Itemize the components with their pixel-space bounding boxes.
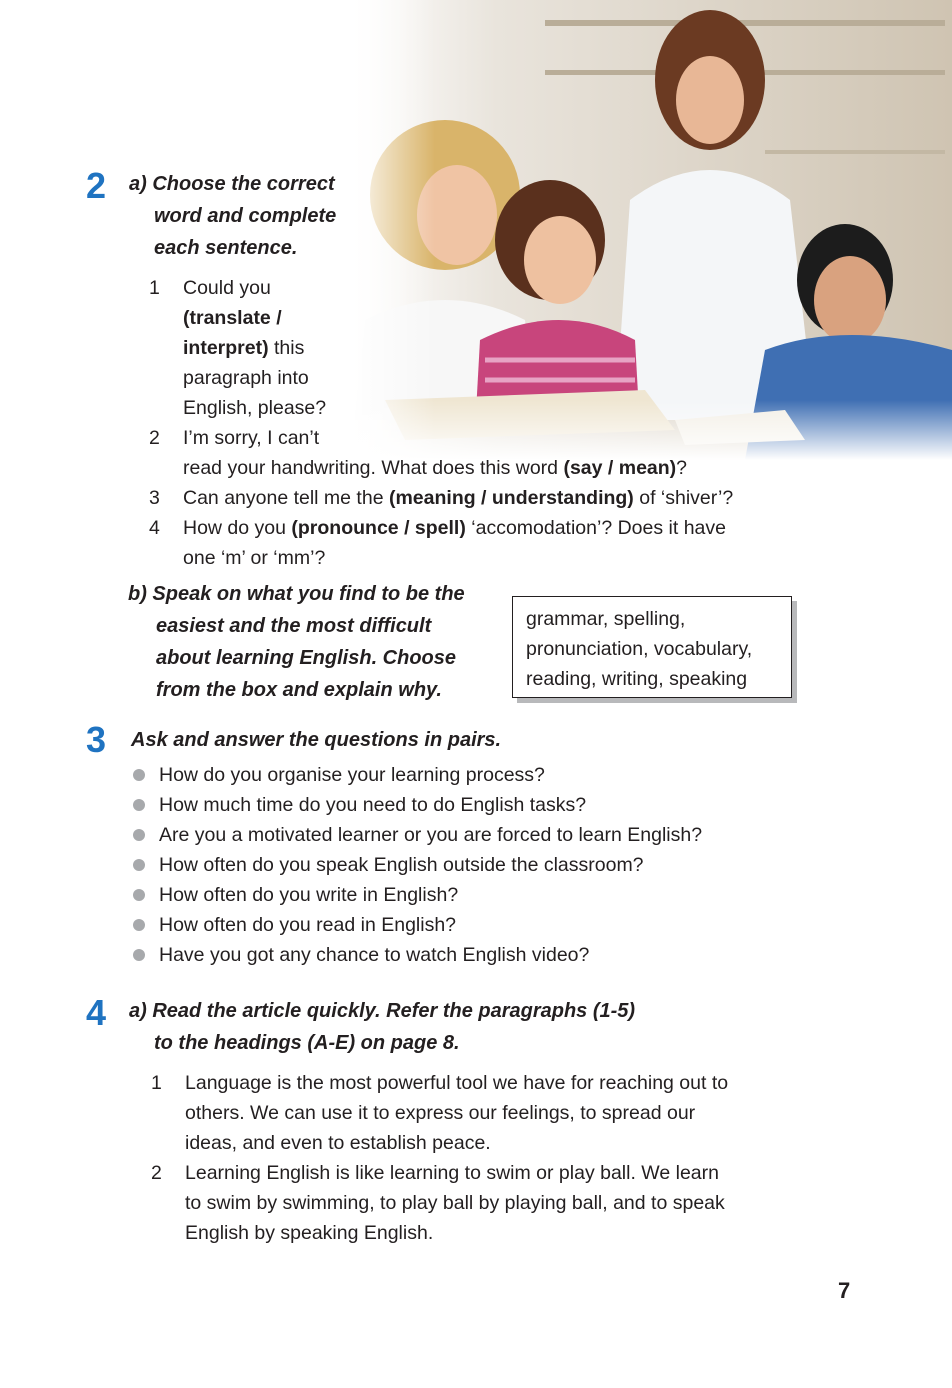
item-line: [183, 513, 726, 543]
word-box-line: pronunciation, vocabulary,: [526, 638, 753, 660]
item-line: [183, 303, 282, 333]
item-line: [183, 393, 326, 423]
item-line: [183, 543, 325, 573]
item-text: How do you: [183, 517, 292, 539]
item-text: one ‘m’ or ‘mm’?: [183, 547, 326, 569]
question-text: How often do you write in English?: [159, 884, 459, 906]
instruction-line: about learning English. Choose: [156, 647, 457, 669]
item-number: 3: [149, 487, 160, 509]
exercise-3-number: 3: [86, 719, 107, 760]
answer-choice: interpret): [183, 337, 269, 359]
word-box: [512, 596, 792, 698]
question-text: How often do you speak English outside the classroom?: [159, 854, 644, 876]
item-text: ‘accomodation’? Does it have: [465, 517, 726, 539]
item-text: read your handwriting. What does this word: [183, 457, 564, 479]
bullet-icon: [133, 829, 145, 841]
exercise-2b-instruction: [128, 578, 465, 706]
paragraph-number: 1: [151, 1072, 162, 1094]
item-text: Could you: [183, 277, 271, 299]
students-photo: [345, 0, 952, 460]
paragraph-line: Learning English is like learning to swim or play ball. We learn: [185, 1162, 719, 1184]
instruction-line: a) Read the article quickly. Refer the paragraphs (1-5): [129, 1000, 636, 1022]
instruction-line: to the headings (A-E) on page 8.: [154, 1032, 460, 1054]
item-line: [183, 273, 271, 303]
item-text: ?: [676, 457, 688, 479]
exercise-2a-instruction: [129, 168, 336, 264]
item-text: Can anyone tell me the: [183, 487, 389, 509]
paragraph-number: 2: [151, 1162, 162, 1184]
bullet-icon: [133, 949, 145, 961]
instruction-line: b) Speak on what you find to be the: [128, 583, 465, 605]
instruction-line: each sentence.: [154, 237, 298, 259]
word-box-line: reading, writing, speaking: [526, 668, 748, 690]
answer-choice: (translate /: [183, 307, 282, 329]
item-number: 2: [149, 427, 160, 449]
answer-choice: (pronounce / spell): [291, 517, 466, 539]
answer-choice: (meaning / understanding): [388, 487, 634, 509]
item-number: 1: [149, 277, 160, 299]
exercise-3-instruction: Ask and answer the questions in pairs.: [131, 729, 502, 751]
bullet-icon: [133, 859, 145, 871]
bullet-icon: [133, 799, 145, 811]
item-number: 4: [149, 517, 160, 539]
item-line: [183, 363, 309, 393]
bullet-icon: [133, 919, 145, 931]
item-line: [183, 483, 733, 513]
item-text: this: [268, 337, 305, 359]
paragraph-line: English by speaking English.: [185, 1222, 434, 1244]
instruction-line: easiest and the most difficult: [156, 615, 432, 637]
question-text: Are you a motivated learner or you are forced to learn English?: [159, 824, 703, 846]
bullet-icon: [133, 769, 145, 781]
paragraph-line: to swim by swimming, to play ball by playing ball, and to speak: [185, 1192, 725, 1214]
item-line: [183, 333, 304, 363]
paragraph-line: others. We can use it to express our feelings, to spread our: [185, 1102, 696, 1124]
exercise-4a-instruction: [129, 995, 635, 1059]
answer-choice: (say / mean): [563, 457, 677, 479]
instruction-line: word and complete: [154, 205, 337, 227]
question-text: Have you got any chance to watch English video?: [159, 944, 590, 966]
page-number: 7: [838, 1278, 851, 1303]
item-text: paragraph into: [183, 367, 309, 389]
exercise-2-number: 2: [86, 165, 107, 206]
word-box-line: grammar, spelling,: [526, 608, 686, 630]
question-text: How much time do you need to do English tasks?: [159, 794, 587, 816]
paragraph-line: ideas, and even to establish peace.: [185, 1132, 491, 1154]
item-line: [183, 453, 687, 483]
question-text: How do you organise your learning process?: [159, 764, 545, 786]
exercise-4-number: 4: [86, 992, 107, 1033]
item-text: of ‘shiver’?: [633, 487, 734, 509]
instruction-line: from the box and explain why.: [156, 679, 442, 701]
item-text: I’m sorry, I can’t: [183, 427, 320, 449]
item-text: English, please?: [183, 397, 327, 419]
item-line: [183, 423, 319, 453]
paragraph-line: Language is the most powerful tool we have for reaching out to: [185, 1072, 729, 1094]
question-text: How often do you read in English?: [159, 914, 457, 936]
instruction-line: a) Choose the correct: [129, 173, 335, 195]
bullet-icon: [133, 889, 145, 901]
